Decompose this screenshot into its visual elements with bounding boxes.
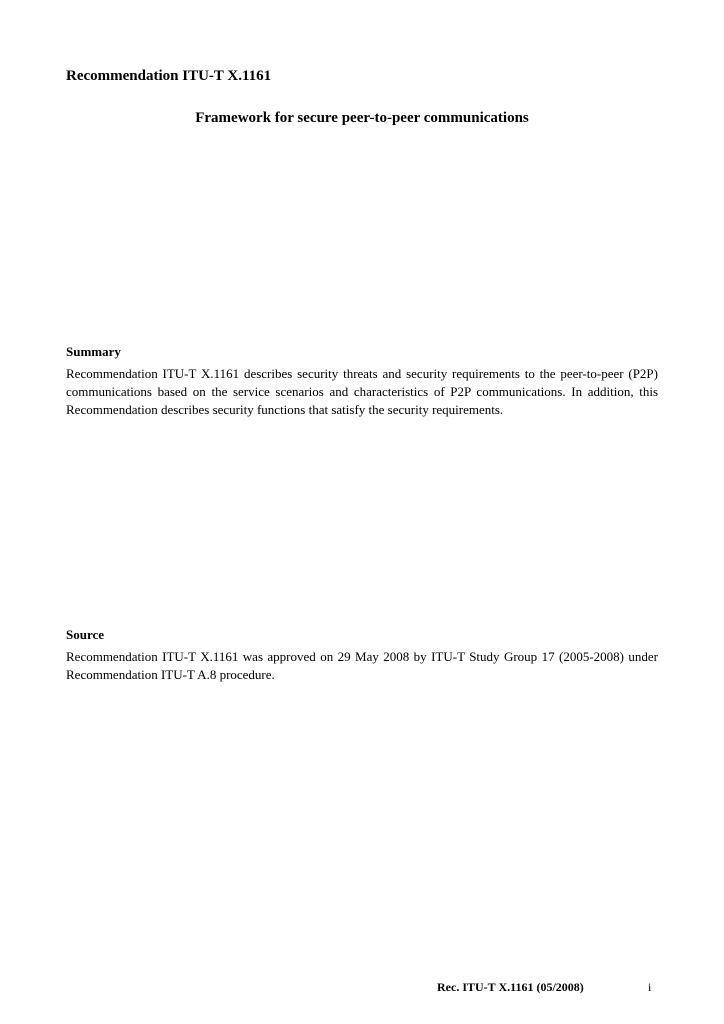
recommendation-title: Recommendation ITU-T X.1161 (66, 68, 272, 84)
recommendation-subtitle: Framework for secure peer-to-peer communications (195, 110, 529, 126)
source-text: Recommendation ITU-T X.1161 was approved on 29 May 2008 by ITU-T Study Group 17 (2005-2008) under Recommendation ITU-T A.8 procedure. (66, 649, 658, 682)
summary-heading: Summary (66, 344, 121, 359)
summary-text: Recommendation ITU-T X.1161 describes security threats and security requirements to the peer-to-peer (P2P) communications based on the service scenarios and characteristics of P2P communications. In addition, this Recommendation describes security functions that satisfy the security requirements. (66, 366, 658, 417)
source-heading: Source (66, 627, 105, 642)
footer-reference: Rec. ITU-T X.1161 (05/2008) (437, 980, 584, 994)
page-number: i (648, 980, 652, 994)
